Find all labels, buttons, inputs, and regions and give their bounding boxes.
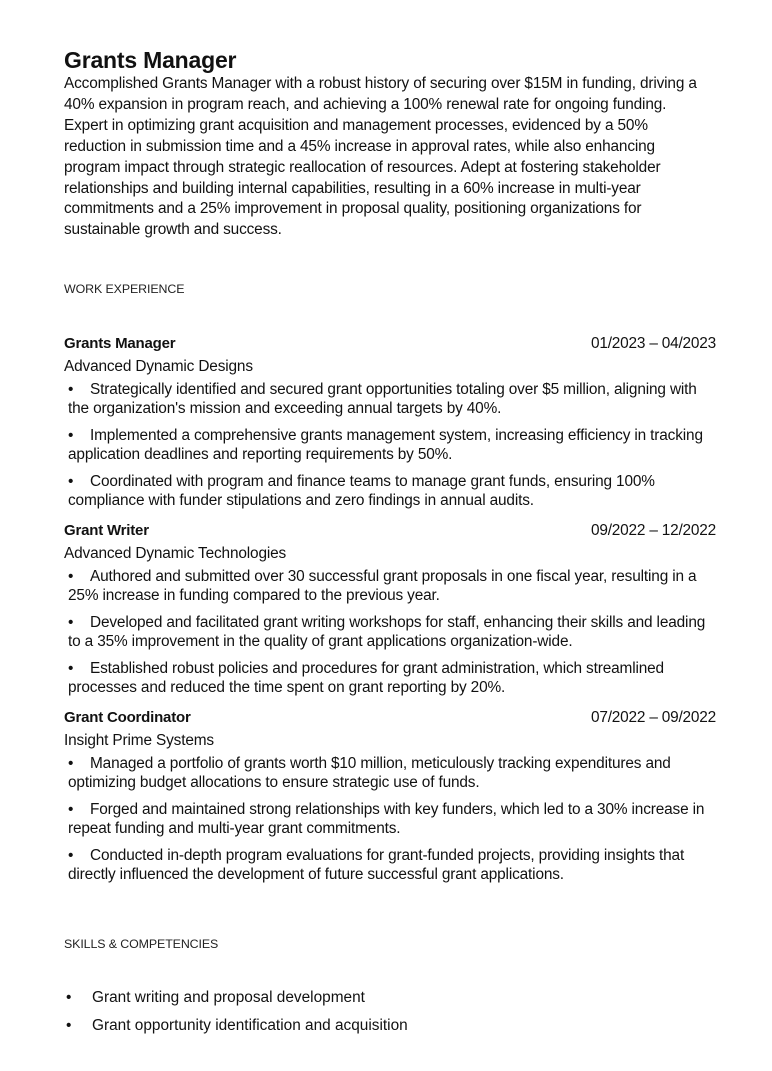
bullet-item (68, 754, 712, 792)
resume-title: Grants Manager (64, 47, 237, 73)
bullet-text: Forged and maintained strong relationships with key funders, which led to a 30% increase in repeat funding and multi-year grant commitments. (68, 801, 705, 838)
section-title-skills: SKILLS & COMPETENCIES (64, 937, 219, 952)
bullet-item (68, 659, 712, 697)
job-dates: 07/2022 – 09/2022 (591, 709, 716, 727)
job-header (64, 333, 716, 355)
bullet-text: Established robust policies and procedures for grant administration, which streamlined processes and reduced the time spent on grant reporting by 20%. (68, 660, 664, 697)
bullet-icon: • (66, 1017, 72, 1035)
bullet-item (68, 472, 712, 510)
bullet-text: Coordinated with program and finance teams to manage grant funds, ensuring 100% compliance with funder stipulations and zero findings in annual audits. (68, 473, 655, 510)
job-dates: 01/2023 – 04/2023 (591, 335, 716, 353)
bullet-icon: • (68, 660, 74, 678)
bullet-item (68, 426, 712, 464)
skill-item (64, 1012, 712, 1040)
job-header (64, 520, 716, 542)
bullet-icon: • (68, 473, 74, 491)
job-dates: 09/2022 – 12/2022 (591, 522, 716, 540)
resume-page (64, 46, 716, 1040)
job-header (64, 707, 716, 729)
bullet-item (68, 567, 712, 605)
job-bullets (64, 567, 712, 697)
professional-summary: Accomplished Grants Manager with a robust history of securing over $15M in funding, driving a 40% expansion in program reach, and achieving a 100% renewal rate for ongoing funding. Expert in optimizing grant acquisition and management processes, evidenced by a 50% reduction in submission time and a 45% increase in approval rates, while also enhancing program impact through strategic reallocation of resources. Adept at fostering stakeholder relationships and building internal capabilities, resulting in a 60% increase in multi-year commitments and a 25% improvement in proposal quality, positioning organizations for sustainable growth and success. (64, 75, 697, 239)
bullet-text: Implemented a comprehensive grants management system, increasing efficiency in tracking application deadlines and reporting requirements by 50%. (68, 427, 703, 464)
job-entry (64, 707, 716, 884)
bullet-icon: • (68, 755, 74, 773)
skills-list (64, 984, 712, 1040)
bullet-item (68, 380, 712, 418)
job-title: Grant Coordinator (64, 709, 191, 727)
company-name: Advanced Dynamic Technologies (64, 545, 287, 563)
bullet-item (68, 800, 712, 838)
bullet-item (68, 846, 712, 884)
company-name: Advanced Dynamic Designs (64, 358, 253, 376)
bullet-icon: • (68, 614, 74, 632)
skill-text: Grant opportunity identification and acquisition (92, 1017, 408, 1035)
job-bullets (64, 754, 712, 884)
bullet-text: Developed and facilitated grant writing workshops for staff, enhancing their skills and leading to a 35% improvement in the quality of grant applications organization-wide. (68, 614, 706, 651)
skill-text: Grant writing and proposal development (92, 989, 365, 1007)
bullet-text: Conducted in-depth program evaluations for grant-funded projects, providing insights that directly influenced the development of future successful grant applications. (68, 847, 685, 884)
job-title: Grants Manager (64, 335, 176, 353)
bullet-text: Managed a portfolio of grants worth $10 million, meticulously tracking expenditures and optimizing budget allocations to ensure strategic use of funds. (68, 755, 671, 792)
bullet-icon: • (68, 427, 74, 445)
skill-item (64, 984, 712, 1012)
job-entry (64, 333, 716, 510)
work-experience-list (64, 333, 716, 884)
bullet-icon: • (68, 568, 74, 586)
bullet-icon: • (68, 801, 74, 819)
job-entry (64, 520, 716, 697)
bullet-text: Strategically identified and secured grant opportunities totaling over $5 million, aligning with the organization's mission and exceeding annual targets by 40%. (68, 381, 697, 418)
job-bullets (64, 380, 712, 510)
bullet-icon: • (68, 381, 74, 399)
bullet-item (68, 613, 712, 651)
bullet-icon: • (66, 989, 72, 1007)
bullet-icon: • (68, 847, 74, 865)
job-title: Grant Writer (64, 522, 149, 540)
company-name: Insight Prime Systems (64, 732, 214, 750)
section-title-work-experience: WORK EXPERIENCE (64, 282, 185, 297)
bullet-text: Authored and submitted over 30 successful grant proposals in one fiscal year, resulting in a 25% increase in funding compared to the previous year. (68, 568, 697, 605)
